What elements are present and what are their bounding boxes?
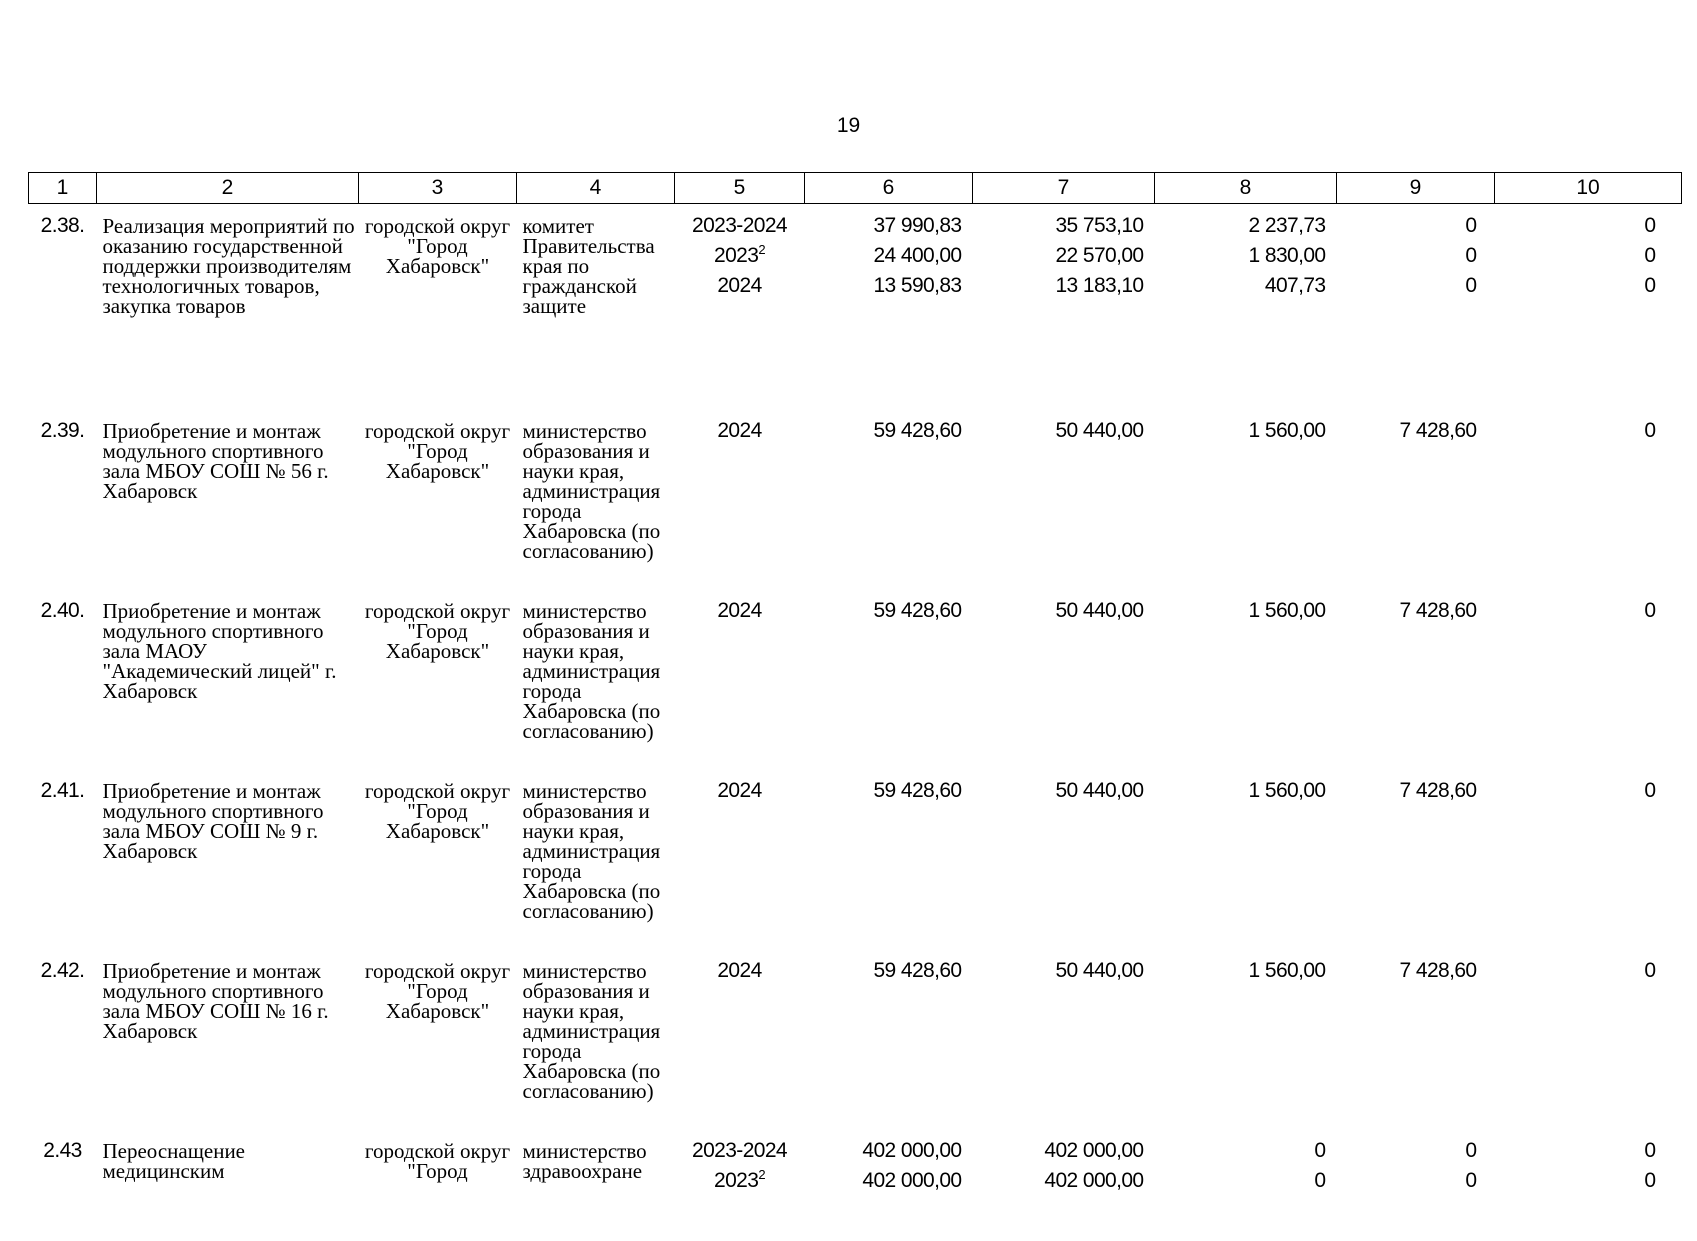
amount-value: 7 428,60 — [1337, 956, 1477, 986]
amount-value: 0 — [1337, 1166, 1477, 1196]
period-value — [675, 416, 805, 446]
amount-value: 50 440,00 — [973, 416, 1144, 446]
table-row — [29, 769, 1682, 949]
period-year: 2024 — [717, 779, 761, 802]
row-col-9 — [1337, 949, 1495, 1129]
amount-value: 13 183,10 — [973, 271, 1144, 301]
amount-value: 402 000,00 — [805, 1166, 962, 1196]
amount-value: 0 — [1495, 1136, 1656, 1166]
row-periods — [675, 949, 805, 1129]
row-col-10 — [1495, 949, 1682, 1129]
row-activity-name: Реализация мероприятий по оказанию государственной поддержки производителям технологичных товаров, закупка товаров — [97, 204, 359, 410]
period-year: 2023-2024 — [692, 214, 787, 237]
row-col-7 — [973, 409, 1155, 589]
period-value — [675, 956, 805, 986]
row-activity-name: Переоснащение медицинским — [97, 1129, 359, 1241]
page-number: 19 — [0, 114, 1697, 138]
row-col-9 — [1337, 1129, 1495, 1241]
row-col-7 — [973, 1129, 1155, 1241]
amount-value: 7 428,60 — [1337, 596, 1477, 626]
row-col-9 — [1337, 589, 1495, 769]
amount-value: 7 428,60 — [1337, 416, 1477, 446]
amount-value: 50 440,00 — [973, 596, 1144, 626]
row-executor: министерство образования и науки края, администрация города Хабаровска (по согласованию) — [517, 949, 675, 1129]
row-number: 2.43 — [29, 1129, 97, 1241]
period-value — [675, 1136, 805, 1166]
amount-value: 59 428,60 — [805, 416, 962, 446]
row-col-9 — [1337, 409, 1495, 589]
row-periods — [675, 204, 805, 410]
table-row — [29, 409, 1682, 589]
amount-value: 0 — [1155, 1136, 1326, 1166]
period-value — [675, 241, 805, 271]
period-year: 2024 — [717, 959, 761, 982]
row-col-9 — [1337, 204, 1495, 410]
row-periods — [675, 409, 805, 589]
amount-value: 0 — [1337, 271, 1477, 301]
amount-value: 1 560,00 — [1155, 776, 1326, 806]
row-executor: министерство образования и науки края, администрация города Хабаровска (по согласованию) — [517, 769, 675, 949]
header-col-6: 6 — [805, 173, 973, 204]
amount-value: 0 — [1495, 1166, 1656, 1196]
amount-value: 0 — [1337, 211, 1477, 241]
row-col-6 — [805, 949, 973, 1129]
row-territory: городской округ "Город — [359, 1129, 517, 1241]
row-col-10 — [1495, 1129, 1682, 1241]
budget-table — [28, 172, 1682, 1241]
amount-value: 37 990,83 — [805, 211, 962, 241]
row-col-8 — [1155, 409, 1337, 589]
row-col-6 — [805, 204, 973, 410]
table-body — [29, 204, 1682, 1241]
row-col-8 — [1155, 589, 1337, 769]
header-row — [29, 173, 1682, 204]
header-col-4: 4 — [517, 173, 675, 204]
period-value — [675, 211, 805, 241]
header-col-9: 9 — [1337, 173, 1495, 204]
amount-value: 59 428,60 — [805, 596, 962, 626]
period-value — [675, 1166, 805, 1196]
row-col-8 — [1155, 1129, 1337, 1241]
header-col-10: 10 — [1495, 173, 1682, 204]
amount-value: 7 428,60 — [1337, 776, 1477, 806]
footnote-mark: 2 — [758, 242, 765, 257]
period-year: 2024 — [717, 599, 761, 622]
period-year: 2024 — [717, 419, 761, 442]
row-col-9 — [1337, 769, 1495, 949]
period-year: 2024 — [717, 274, 761, 297]
row-col-10 — [1495, 589, 1682, 769]
header-col-2: 2 — [97, 173, 359, 204]
row-territory: городской округ "Город Хабаровск" — [359, 949, 517, 1129]
amount-value: 59 428,60 — [805, 776, 962, 806]
amount-value: 407,73 — [1155, 271, 1326, 301]
period-value — [675, 776, 805, 806]
amount-value: 1 830,00 — [1155, 241, 1326, 271]
period-year: 2023-2024 — [692, 1139, 787, 1162]
amount-value: 22 570,00 — [973, 241, 1144, 271]
row-col-6 — [805, 409, 973, 589]
period-year: 2023 — [714, 244, 758, 267]
row-activity-name: Приобретение и монтаж модульного спортивного зала МАОУ "Академический лицей" г. Хабаровск — [97, 589, 359, 769]
amount-value: 2 237,73 — [1155, 211, 1326, 241]
amount-value: 0 — [1337, 1136, 1477, 1166]
amount-value: 50 440,00 — [973, 776, 1144, 806]
row-periods — [675, 589, 805, 769]
amount-value: 50 440,00 — [973, 956, 1144, 986]
row-executor: комитет Правительства края по гражданской защите — [517, 204, 675, 410]
row-executor: министерство образования и науки края, администрация города Хабаровска (по согласованию) — [517, 589, 675, 769]
amount-value: 402 000,00 — [973, 1166, 1144, 1196]
amount-value: 1 560,00 — [1155, 416, 1326, 446]
row-col-6 — [805, 769, 973, 949]
amount-value: 1 560,00 — [1155, 956, 1326, 986]
row-col-7 — [973, 204, 1155, 410]
amount-value: 0 — [1155, 1166, 1326, 1196]
period-value — [675, 596, 805, 626]
amount-value: 0 — [1495, 271, 1656, 301]
row-activity-name: Приобретение и монтаж модульного спортивного зала МБОУ СОШ № 9 г. Хабаровск — [97, 769, 359, 949]
amount-value: 1 560,00 — [1155, 596, 1326, 626]
row-col-8 — [1155, 769, 1337, 949]
row-number: 2.42. — [29, 949, 97, 1129]
table-row — [29, 1129, 1682, 1241]
amount-value: 0 — [1495, 956, 1656, 986]
header-col-5: 5 — [675, 173, 805, 204]
row-executor: министерство здравоохране — [517, 1129, 675, 1241]
row-territory: городской округ "Город Хабаровск" — [359, 204, 517, 410]
amount-value: 13 590,83 — [805, 271, 962, 301]
row-number: 2.40. — [29, 589, 97, 769]
row-col-10 — [1495, 409, 1682, 589]
row-col-7 — [973, 769, 1155, 949]
amount-value: 35 753,10 — [973, 211, 1144, 241]
row-col-6 — [805, 589, 973, 769]
header-col-1: 1 — [29, 173, 97, 204]
row-col-8 — [1155, 204, 1337, 410]
row-col-6 — [805, 1129, 973, 1241]
header-col-8: 8 — [1155, 173, 1337, 204]
row-executor: министерство образования и науки края, администрация города Хабаровска (по согласованию) — [517, 409, 675, 589]
amount-value: 0 — [1337, 241, 1477, 271]
row-col-7 — [973, 589, 1155, 769]
table-row — [29, 949, 1682, 1129]
row-col-8 — [1155, 949, 1337, 1129]
amount-value: 0 — [1495, 596, 1656, 626]
amount-value: 0 — [1495, 416, 1656, 446]
amount-value: 402 000,00 — [973, 1136, 1144, 1166]
header-col-7: 7 — [973, 173, 1155, 204]
row-periods — [675, 769, 805, 949]
amount-value: 24 400,00 — [805, 241, 962, 271]
row-number: 2.38. — [29, 204, 97, 410]
row-number: 2.39. — [29, 409, 97, 589]
footnote-mark: 2 — [758, 1167, 765, 1182]
row-periods — [675, 1129, 805, 1241]
row-territory: городской округ "Город Хабаровск" — [359, 409, 517, 589]
row-territory: городской округ "Город Хабаровск" — [359, 589, 517, 769]
amount-value: 59 428,60 — [805, 956, 962, 986]
row-territory: городской округ "Город Хабаровск" — [359, 769, 517, 949]
row-activity-name: Приобретение и монтаж модульного спортивного зала МБОУ СОШ № 16 г. Хабаровск — [97, 949, 359, 1129]
amount-value: 0 — [1495, 211, 1656, 241]
table-row — [29, 589, 1682, 769]
row-col-7 — [973, 949, 1155, 1129]
amount-value: 402 000,00 — [805, 1136, 962, 1166]
row-activity-name: Приобретение и монтаж модульного спортивного зала МБОУ СОШ № 56 г. Хабаровск — [97, 409, 359, 589]
amount-value: 0 — [1495, 241, 1656, 271]
row-col-10 — [1495, 769, 1682, 949]
row-number: 2.41. — [29, 769, 97, 949]
period-value — [675, 271, 805, 301]
row-col-10 — [1495, 204, 1682, 410]
amount-value: 0 — [1495, 776, 1656, 806]
table-row — [29, 204, 1682, 410]
header-col-3: 3 — [359, 173, 517, 204]
period-year: 2023 — [714, 1169, 758, 1192]
